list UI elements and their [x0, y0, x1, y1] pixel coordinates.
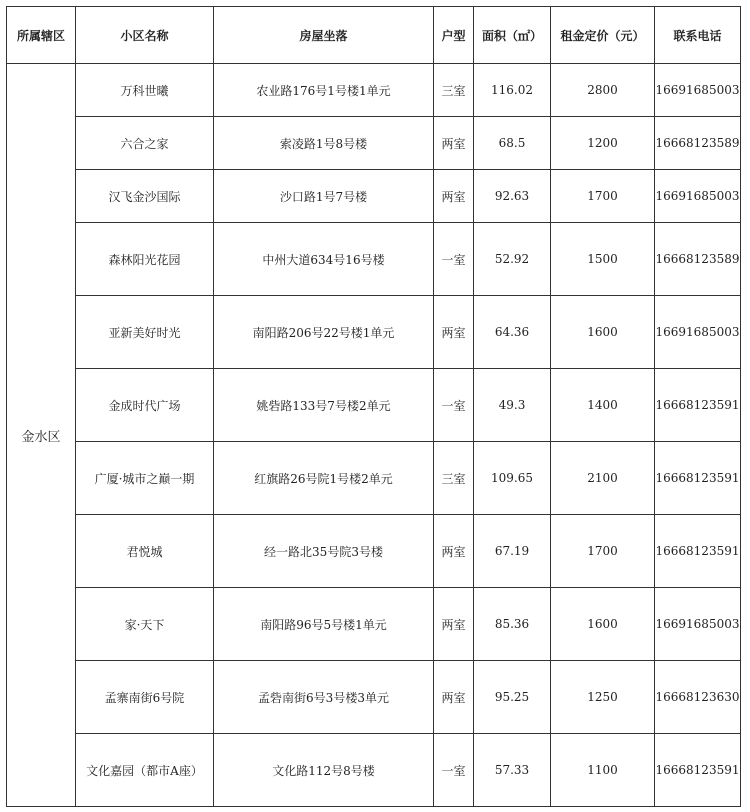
area-cell: 52.92 [474, 223, 551, 296]
address-cell: 南阳路96号5号楼1单元 [214, 588, 434, 661]
header-address: 房屋坐落 [214, 7, 434, 64]
address-cell: 沙口路1号7号楼 [214, 170, 434, 223]
layout-cell: 两室 [434, 296, 474, 369]
rent-cell: 1400 [551, 369, 655, 442]
table-row [7, 515, 741, 588]
phone-cell: 16668123630 [655, 661, 741, 734]
phone-cell: 16691685003 [655, 64, 741, 117]
community-cell: 文化嘉园（都市A座） [76, 734, 214, 807]
rent-cell: 1600 [551, 588, 655, 661]
rent-cell: 1200 [551, 117, 655, 170]
phone-cell: 16668123591 [655, 734, 741, 807]
layout-cell: 一室 [434, 369, 474, 442]
header-row [7, 7, 741, 64]
address-cell: 经一路北35号院3号楼 [214, 515, 434, 588]
phone-cell: 16691685003 [655, 588, 741, 661]
area-cell: 67.19 [474, 515, 551, 588]
community-cell: 家·天下 [76, 588, 214, 661]
table-row [7, 64, 741, 117]
phone-cell: 16668123591 [655, 442, 741, 515]
community-cell: 森林阳光花园 [76, 223, 214, 296]
address-cell: 农业路176号1号楼1单元 [214, 64, 434, 117]
phone-cell: 16668123591 [655, 515, 741, 588]
community-cell: 汉飞金沙国际 [76, 170, 214, 223]
community-cell: 君悦城 [76, 515, 214, 588]
area-cell: 49.3 [474, 369, 551, 442]
table-row [7, 734, 741, 807]
layout-cell: 一室 [434, 223, 474, 296]
community-cell: 金成时代广场 [76, 369, 214, 442]
table-row [7, 588, 741, 661]
community-cell: 亚新美好时光 [76, 296, 214, 369]
header-district: 所属辖区 [7, 7, 76, 64]
rent-cell: 1600 [551, 296, 655, 369]
district-cell: 金水区 [7, 64, 76, 807]
rental-listing-table [6, 6, 741, 807]
community-cell: 万科世曦 [76, 64, 214, 117]
phone-cell: 16668123589 [655, 117, 741, 170]
header-community: 小区名称 [76, 7, 214, 64]
table-row [7, 223, 741, 296]
area-cell: 95.25 [474, 661, 551, 734]
phone-cell: 16668123591 [655, 369, 741, 442]
community-cell: 六合之家 [76, 117, 214, 170]
table-row [7, 170, 741, 223]
rent-cell: 2800 [551, 64, 655, 117]
address-cell: 文化路112号8号楼 [214, 734, 434, 807]
layout-cell: 两室 [434, 170, 474, 223]
area-cell: 68.5 [474, 117, 551, 170]
area-cell: 109.65 [474, 442, 551, 515]
rent-cell: 1100 [551, 734, 655, 807]
rent-cell: 1700 [551, 515, 655, 588]
rent-cell: 1500 [551, 223, 655, 296]
layout-cell: 两室 [434, 588, 474, 661]
header-layout: 户型 [434, 7, 474, 64]
table-row [7, 661, 741, 734]
layout-cell: 三室 [434, 64, 474, 117]
layout-cell: 两室 [434, 117, 474, 170]
address-cell: 姚砦路133号7号楼2单元 [214, 369, 434, 442]
rent-cell: 1700 [551, 170, 655, 223]
phone-cell: 16668123589 [655, 223, 741, 296]
phone-cell: 16691685003 [655, 170, 741, 223]
header-area: 面积（㎡） [474, 7, 551, 64]
address-cell: 红旗路26号院1号楼2单元 [214, 442, 434, 515]
area-cell: 85.36 [474, 588, 551, 661]
address-cell: 中州大道634号16号楼 [214, 223, 434, 296]
table-row [7, 369, 741, 442]
address-cell: 孟砦南街6号3号楼3单元 [214, 661, 434, 734]
area-cell: 92.63 [474, 170, 551, 223]
header-phone: 联系电话 [655, 7, 741, 64]
layout-cell: 两室 [434, 515, 474, 588]
area-cell: 116.02 [474, 64, 551, 117]
community-cell: 广厦·城市之巅一期 [76, 442, 214, 515]
table-row [7, 296, 741, 369]
address-cell: 索凌路1号8号楼 [214, 117, 434, 170]
layout-cell: 两室 [434, 661, 474, 734]
layout-cell: 三室 [434, 442, 474, 515]
address-cell: 南阳路206号22号楼1单元 [214, 296, 434, 369]
area-cell: 57.33 [474, 734, 551, 807]
table-row [7, 442, 741, 515]
rent-cell: 1250 [551, 661, 655, 734]
layout-cell: 一室 [434, 734, 474, 807]
phone-cell: 16691685003 [655, 296, 741, 369]
table-row [7, 117, 741, 170]
header-rent: 租金定价（元） [551, 7, 655, 64]
rent-cell: 2100 [551, 442, 655, 515]
area-cell: 64.36 [474, 296, 551, 369]
community-cell: 孟寨南街6号院 [76, 661, 214, 734]
